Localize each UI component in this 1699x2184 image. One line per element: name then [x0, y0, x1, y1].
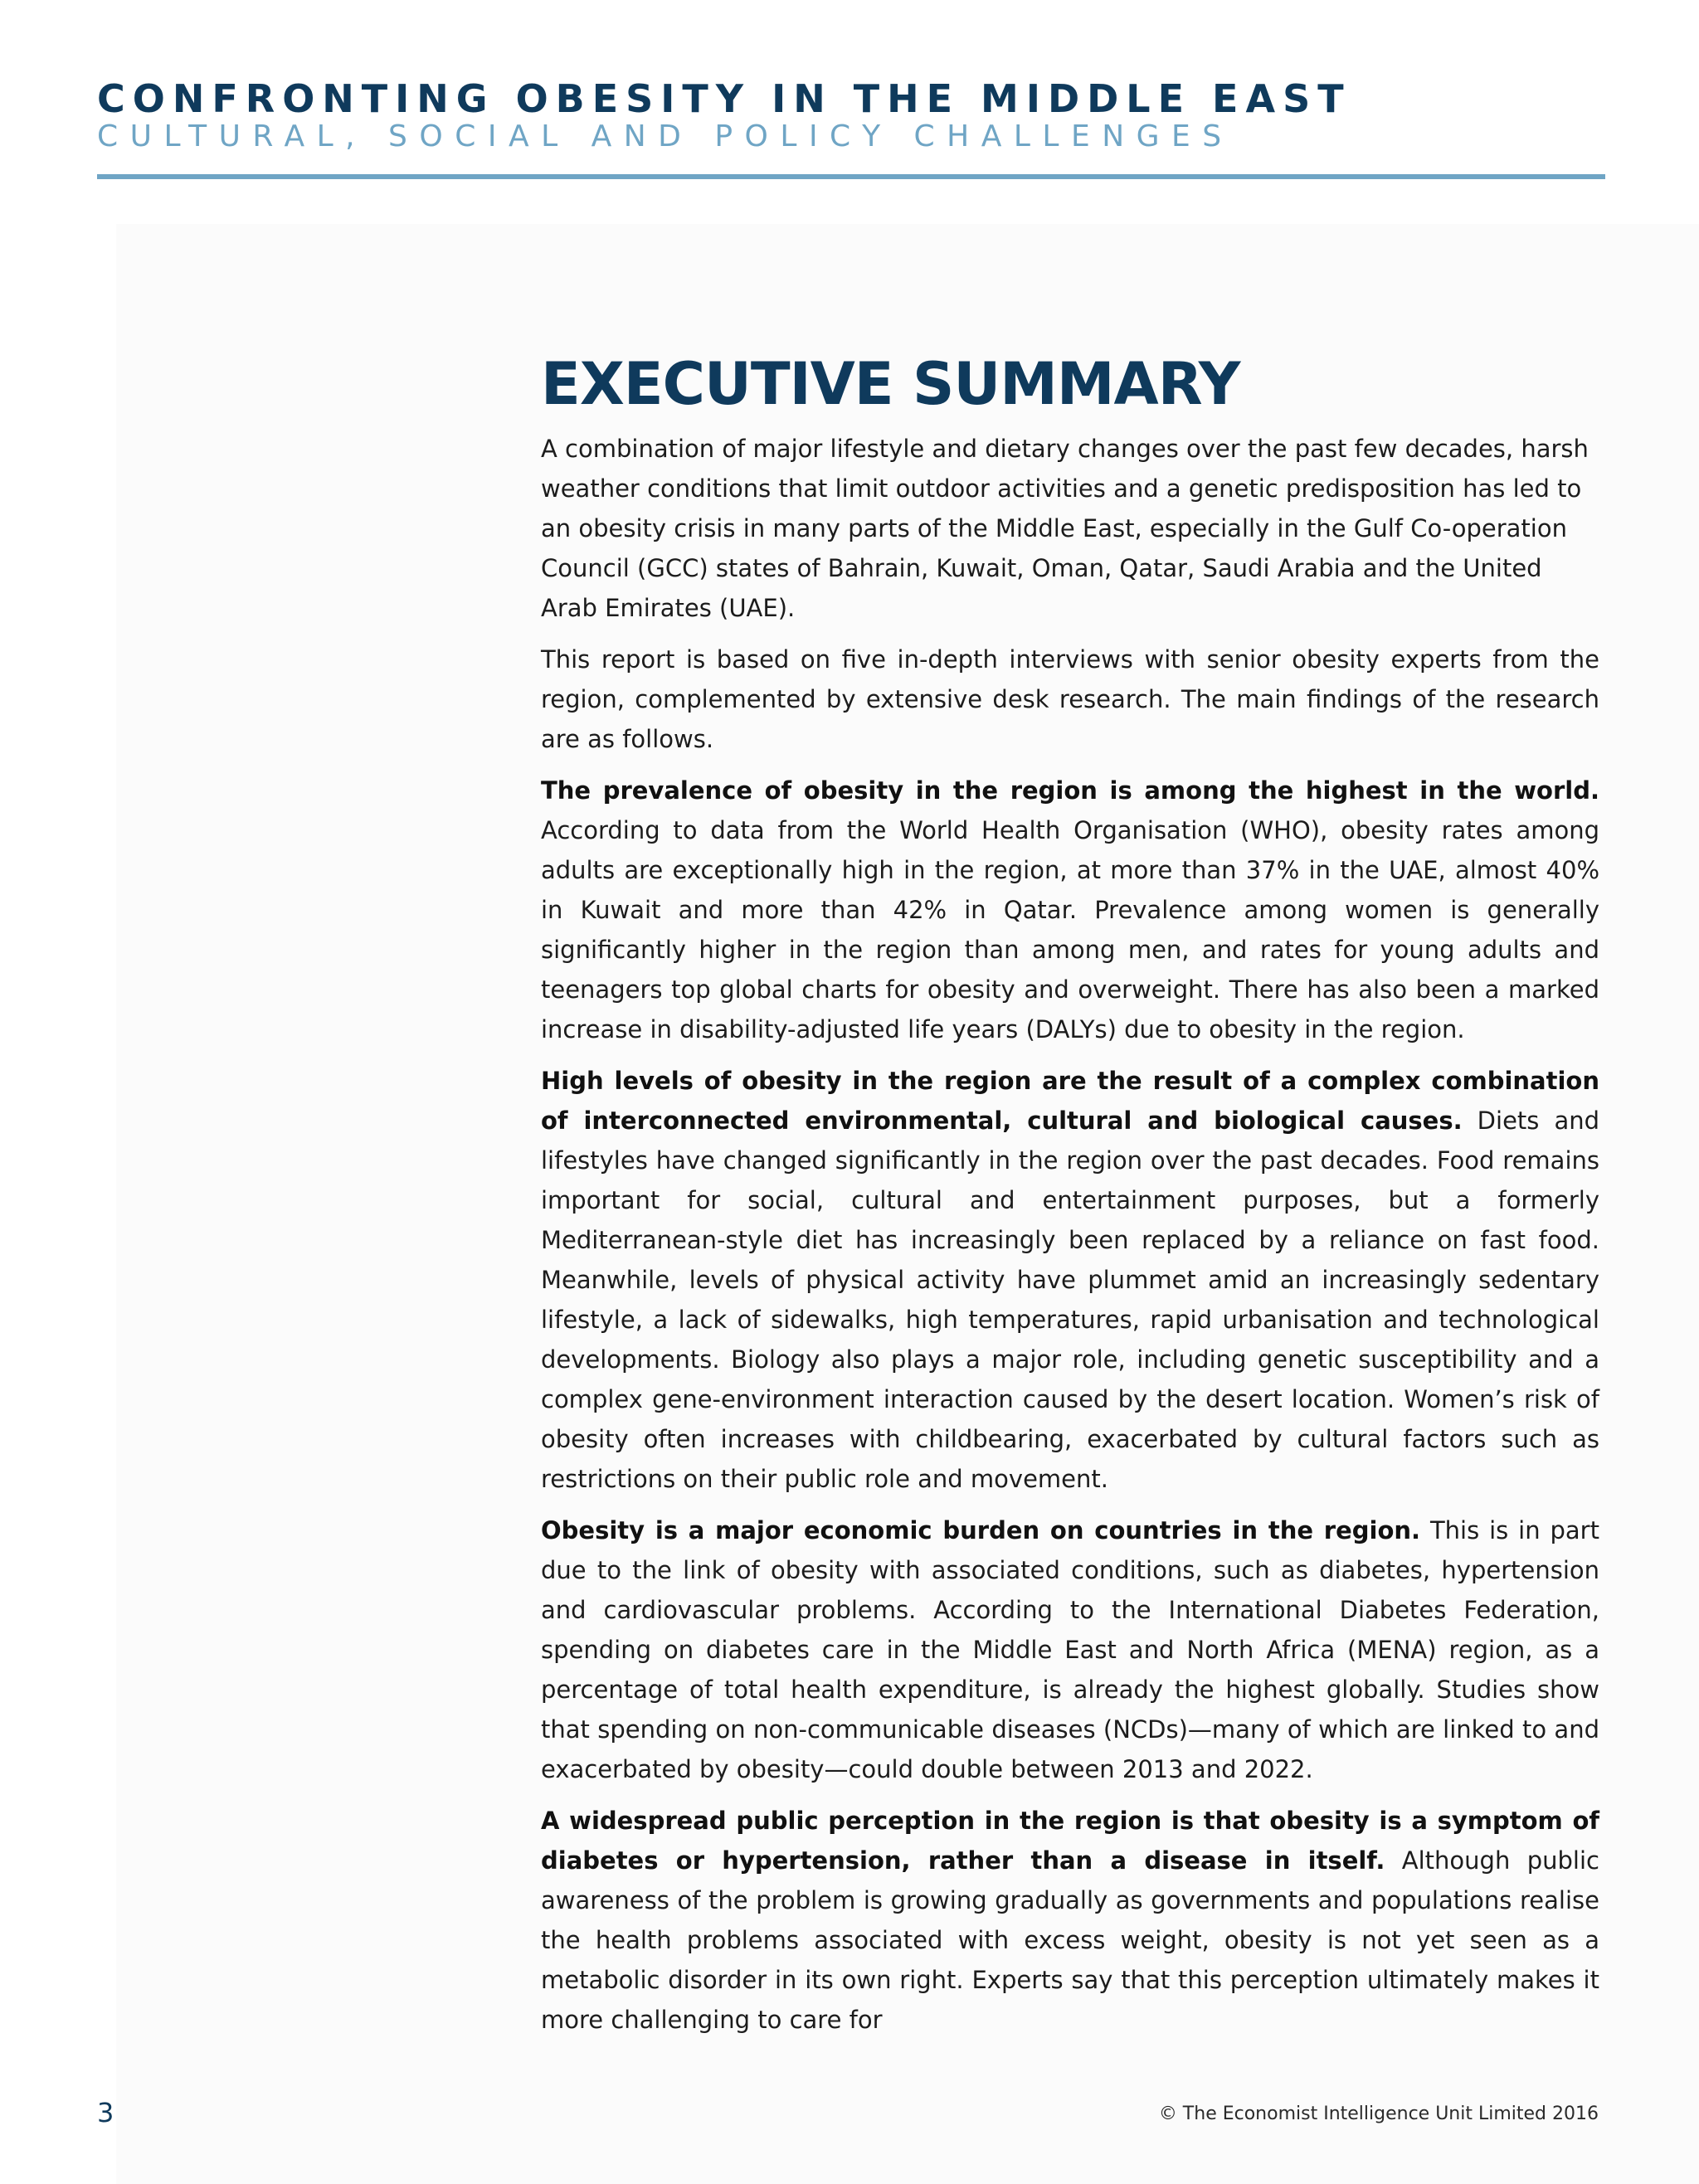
paragraph-economic-burden	[541, 1510, 1599, 1789]
paragraph-lead: A widespread public perception in the region is that obesity is a symptom of diabetes or hypertension, rather than a disease in itself.	[541, 1807, 1599, 1875]
paragraph-causes	[541, 1061, 1599, 1499]
page-number: 3	[97, 2097, 114, 2128]
paragraph-text: Diets and lifestyles have changed significantly in the region over the past decades. Food remains important for social, cultural and entertainment purposes, but a formerly Mediterranean-style diet has increasingly been replaced by a reliance on fast food. Meanwhile, levels of physical activity have plummet amid an increasingly sedentary lifestyle, a lack of sidewalks, high temperatures, rapid urbanisation and technological developments. Biology also plays a major role, including genetic susceptibility and a complex gene-environment interaction caused by the desert location. Women’s risk of obesity often increases with childbearing, exacerbated by cultural factors such as restrictions on their public role and movement.	[541, 1107, 1599, 1493]
copyright-notice: © The Economist Intelligence Unit Limited 2016	[1158, 2104, 1599, 2124]
header-divider	[97, 174, 1605, 179]
section-title: EXECUTIVE SUMMARY	[541, 350, 1240, 418]
paragraph-text: This report is based on five in-depth interviews with senior obesity experts from the region, complemented by extensive desk research. The main findings of the research are as follows.	[541, 645, 1599, 753]
paragraph-text: A combination of major lifestyle and dietary changes over the past few decades, harsh weather conditions that limit outdoor activities and a genetic predisposition has led to an obesity crisis in many parts of the Middle East, especially in the Gulf Co-operation Council (GCC) states of Bahrain, Kuwait, Oman, Qatar, Saudi Arabia and the United Arab Emirates (UAE).	[541, 435, 1589, 622]
paragraph-lead: The prevalence of obesity in the region is among the highest in the world.	[541, 776, 1599, 805]
paragraph-text: This is in part due to the link of obesity with associated conditions, such as diabetes, hypertension and cardiovascular problems. According to the International Diabetes Federation, spending on diabetes care in the Middle East and North Africa (MENA) region, as a percentage of total health expenditure, is already the highest globally. Studies show that spending on non-communicable diseases (NCDs)—many of which are linked to and exacerbated by obesity—could double between 2013 and 2022.	[541, 1516, 1599, 1783]
paragraph-intro	[541, 429, 1599, 628]
report-subtitle: CULTURAL, SOCIAL AND POLICY CHALLENGES	[97, 119, 1234, 153]
paragraph-lead: High levels of obesity in the region are the result of a complex combination of interconnected environmental, cultural and biological causes.	[541, 1067, 1599, 1135]
report-title: CONFRONTING OBESITY IN THE MIDDLE EAST	[97, 76, 1351, 121]
paragraph-text: According to data from the World Health Organisation (WHO), obesity rates among adults are exceptionally high in the region, at more than 37% in the UAE, almost 40% in Kuwait and more than 42% in Qatar. Prevalence among women is generally significantly higher in the region than among men, and rates for young adults and teenagers top global charts for obesity and overweight. There has also been a marked increase in disability-adjusted life years (DALYs) due to obesity in the region.	[541, 816, 1599, 1043]
paragraph-prevalence	[541, 771, 1599, 1049]
report-header	[97, 76, 1605, 154]
paragraph-text: Although public awareness of the problem is growing gradually as governments and populations realise the health problems associated with excess weight, obesity is not yet seen as a metabolic disorder in its own right. Experts say that this perception ultimately makes it more challenging to care for	[541, 1846, 1599, 2034]
paragraph-public-perception	[541, 1801, 1599, 2040]
paragraph-lead: Obesity is a major economic burden on countries in the region.	[541, 1516, 1421, 1544]
main-content	[541, 344, 1599, 2051]
paragraph-methodology	[541, 640, 1599, 759]
